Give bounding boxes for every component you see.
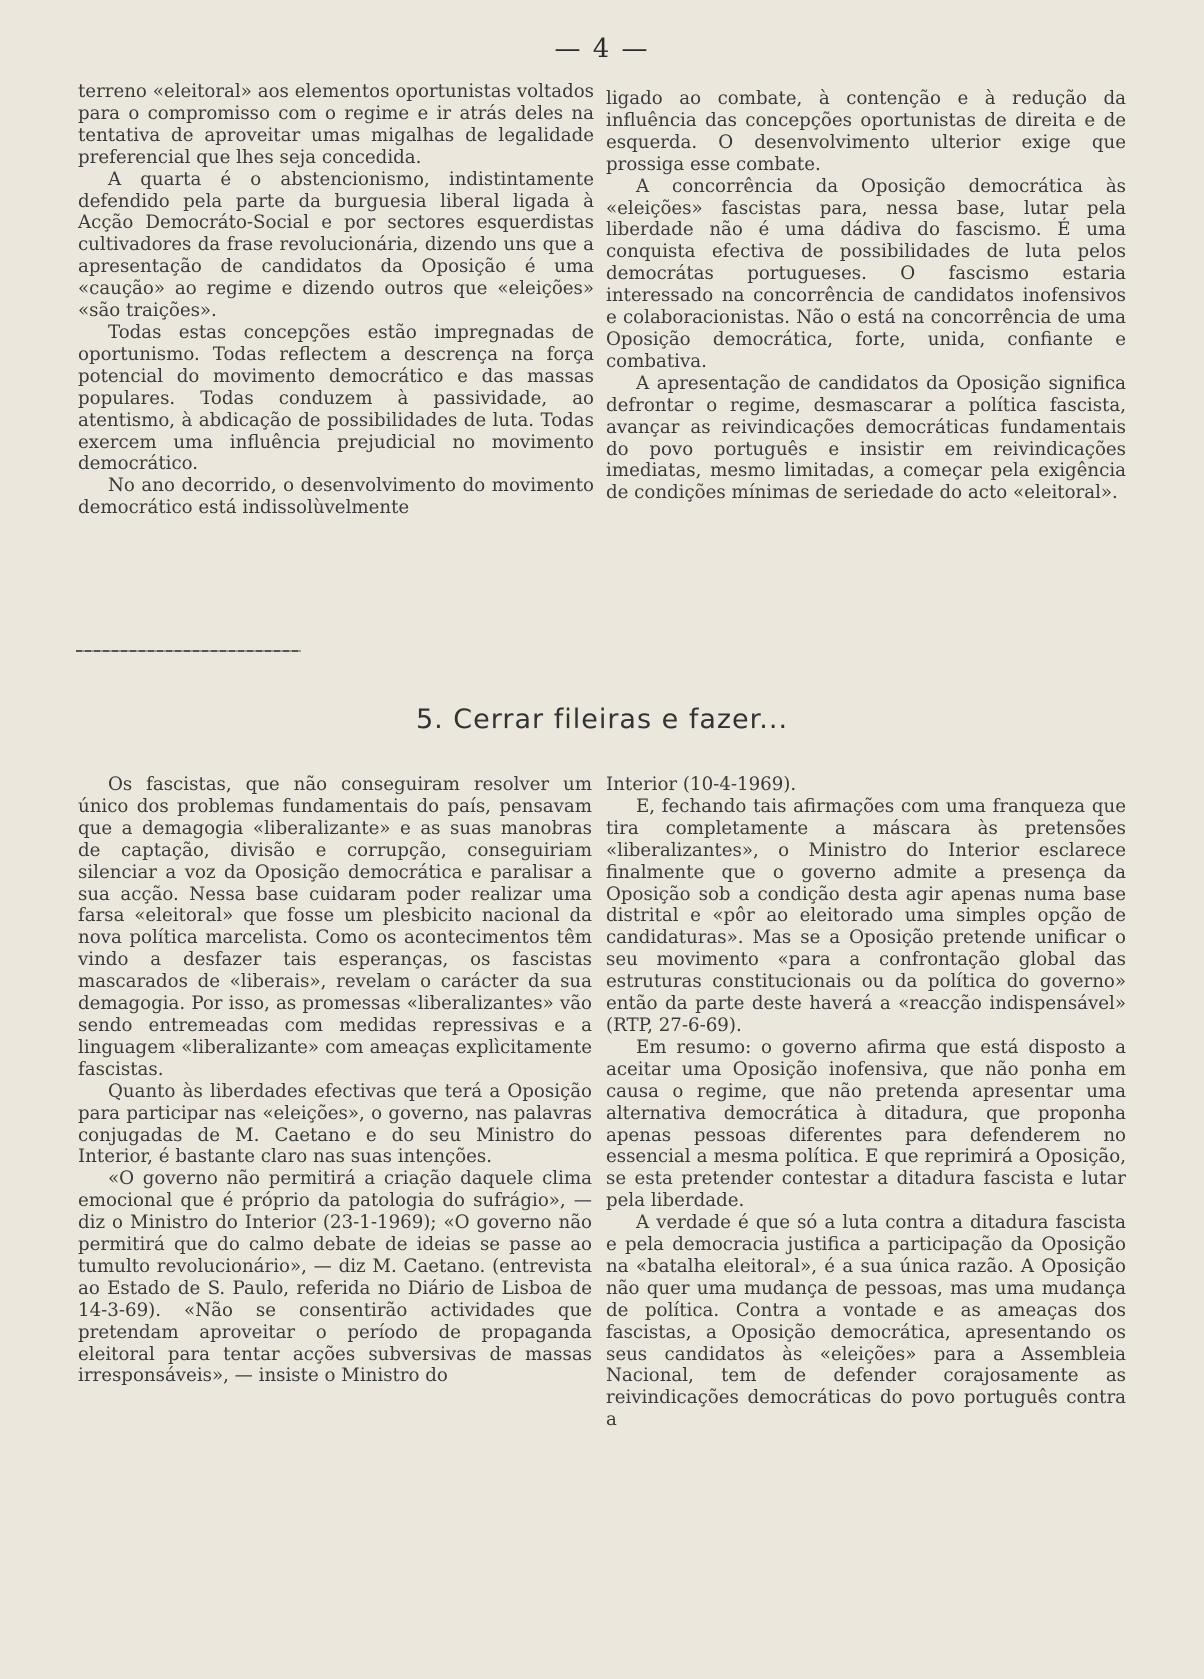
top-right-column: [606, 88, 1126, 504]
page-number: — 4 —: [554, 34, 650, 64]
paragraph: Todas estas concepções estão impregnadas de oportunismo. Todas reflectem a descrença na força potencial do movimento democrático e das massas populares. Todas conduzem à passividade, ao atentismo, à abdicação de possibilidades de luta. Todas exercem uma influência prejudicial no movimento democrático.: [78, 321, 594, 475]
paragraph: Os fascistas, que não conseguiram resolver um único dos problemas fundamentais do país, pensavam que a demagogia «liberalizante» e as suas manobras de captação, divisão e corrupção, conseguiriam silenciar a voz da Oposição democrática e paralisar a sua acção. Nessa base cuidaram poder realizar uma farsa «eleitoral» que fosse um plesbicito nacional da nova política marcelista. Como os acontecimentos têm vindo a desfazer tais esperanças, os fascistas mascarados de «liberais», revelam o carácter da sua demagogia. Por isso, as promessas «liberalizantes» vão sendo entremeadas com medidas repressivas e a linguagem «liberalizante» com ameaças explìcitamente fascistas.: [78, 774, 592, 1080]
paragraph: «O governo não permitirá a criação daquele clima emocional que é próprio da patologia do sufrágio», — diz o Ministro do Interior (23-1-1969); «O governo não permitirá que do calmo debate de ideias se passe ao tumulto revolucionário», — diz M. Caetano. (entrevista ao Estado de S. Paulo, referida no Diário de Lisboa de 14-3-69). «Não se consentirão actividades que pretendam aproveitar o período de propaganda eleitoral para tentar acções subversivas de massas irresponsáveis», — insiste o Ministro do: [78, 1168, 592, 1387]
paragraph: A apresentação de candidatos da Oposição significa defrontar o regime, desmascarar a política fascista, avançar as reivindicações democráticas fundamentais do povo português e insistir em reivindicações imediatas, mesmo limitadas, a começar pela exigência de condições mínimas de seriedade do acto «eleitoral».: [606, 372, 1126, 504]
paragraph: A concorrência da Oposição democrática às «eleições» fascistas para, nessa base, lutar pela liberdade não é uma dádiva do fascismo. É uma conquista efectiva de possibilidades de luta pelos democrátas portugueses. O fascismo estaria interessado na concorrência de candidatos inofensivos e colaboracionistas. Não o está na concorrência de uma Oposição democrática, forte, unida, confiante e combativa.: [606, 175, 1126, 372]
paragraph: A quarta é o abstencionismo, indistintamente defendido pela parte da burguesia liberal ligada à Acção Democráto-Social e por sectores esquerdistas cultivadores da frase revolucionária, dizendo uns que a apresentação de candidatos da Oposição é uma «caução» ao regime e dizendo outros que «eleições» «são traições».: [78, 168, 594, 322]
section-divider: [76, 650, 301, 652]
paragraph: terreno «eleitoral» aos elementos oportunistas voltados para o compromisso com o regime e ir atrás deles na tentativa de aproveitar umas migalhas de legalidade preferencial que lhes seja concedida.: [78, 81, 594, 168]
paragraph: Em resumo: o governo afirma que está disposto a aceitar uma Oposição inofensiva, que não ponha em causa o regime, que não pretenda apresentar uma alternativa democrática à ditadura, que proponha apenas pessoas diferentes para defenderem no essencial a mesma política. E que reprimirá a Oposição, se esta pretender contestar a ditadura fascista e lutar pela liberdade.: [606, 1036, 1126, 1212]
paragraph: ligado ao combate, à contenção e à redução da influência das concepções oportunistas de direita e de esquerda. O desenvolvimento ulterior exige que prossiga esse combate.: [606, 88, 1126, 175]
top-left-column: [78, 81, 594, 519]
paragraph: Interior (10-4-1969).: [606, 774, 797, 795]
paragraph: Quanto às liberdades efectivas que terá a Oposição para participar nas «eleições», o governo, nas palavras conjugadas de M. Caetano e do seu Ministro do Interior, é bastante claro nas suas intenções.: [78, 1080, 592, 1168]
section-heading: 5. Cerrar fileiras e fazer...: [415, 704, 789, 735]
bottom-left-column: [78, 774, 592, 1387]
paragraph: E, fechando tais afirmações com uma franqueza que tira completamente a máscara às pretensões «liberalizantes», o Ministro do Interior esclarece finalmente que o governo admite a presença da Oposição sob a condição desta agir apenas numa base distrital e «pôr ao eleitorado uma simples opção de candidaturas». Mas se a Oposição pretende unificar o seu movimento «para a confrontação global das estruturas constitucionais ou da política do governo» então da parte deste haverá a «reacção indispensável» (RTP, 27-6-69).: [606, 795, 1126, 1036]
paragraph: No ano decorrido, o desenvolvimento do movimento democrático está indissolùvelmente: [78, 475, 594, 519]
paragraph: A verdade é que só a luta contra a ditadura fascista e pela democracia justifica a participação da Oposição na «batalha eleitoral», é a sua única razão. A Oposição não quer uma mudança de pessoas, mas uma mudança de política. Contra a vontade e as ameaças dos fascistas, a Oposição democrática, apresentando os seus candidatos às «eleições» para a Assembleia Nacional, tem de defender corajosamente as reivindicações democráticas do povo português contra a: [606, 1212, 1126, 1431]
bottom-right-column: [606, 774, 1126, 1431]
